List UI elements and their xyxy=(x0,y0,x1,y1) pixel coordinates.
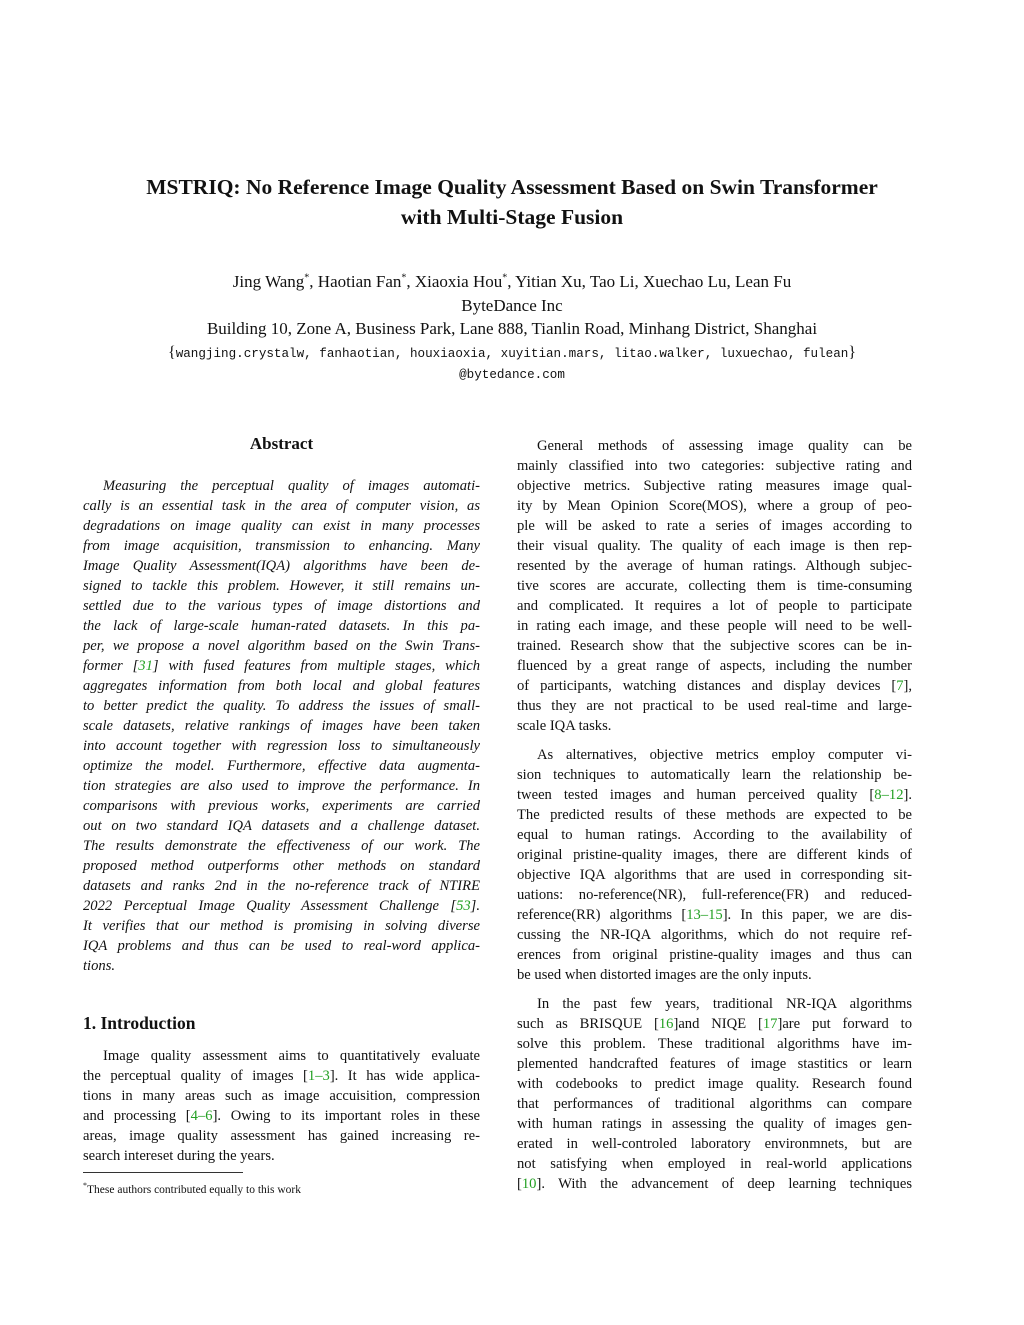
text-line xyxy=(517,1134,912,1154)
text-segment: thus they are not practical to be used real-time and large- xyxy=(517,698,912,714)
text-segment: of participants, watching distances and display devices [ xyxy=(517,678,897,694)
text-line xyxy=(517,696,912,716)
text-segment: solve this problem. These traditional algorithms have im- xyxy=(517,1036,912,1052)
text-line xyxy=(517,1034,912,1054)
text-segment: that performances of traditional algorithms can compare xyxy=(517,1096,912,1112)
footnote-rule xyxy=(83,1172,243,1173)
email-names: wangjing.crystalw, fanhaotian, houxiaoxia, xuyitian.mars, litao.walker, luxuechao, fulean xyxy=(175,347,849,361)
text-line xyxy=(83,776,480,796)
text-segment: tions. xyxy=(83,958,116,974)
paragraph xyxy=(517,994,912,1194)
text-segment: [ xyxy=(517,1176,522,1192)
text-line xyxy=(517,865,912,885)
text-line xyxy=(517,616,912,636)
text-segment: out on two standard IQA datasets and a challenge dataset. xyxy=(83,818,480,834)
citation-link[interactable]: 7 xyxy=(896,678,904,694)
text-segment: scale datasets, relative rankings of images have been taken xyxy=(83,718,480,734)
text-segment: ity by Mean Opinion Score(MOS), where a group of peo- xyxy=(517,498,912,514)
text-line xyxy=(517,436,912,456)
text-segment: ]. It has wide applica- xyxy=(329,1068,480,1084)
text-line xyxy=(83,576,480,596)
title-line-1: MSTRIQ: No Reference Image Quality Assessment Based on Swin Transformer xyxy=(146,175,878,199)
text-line xyxy=(517,656,912,676)
text-line xyxy=(83,856,480,876)
equal-contribution-mark: * xyxy=(304,272,310,284)
text-segment: equal to human ratings. According to the availability of xyxy=(517,827,912,843)
text-line xyxy=(83,836,480,856)
text-segment: not satisfying when employed in real-world applications xyxy=(517,1156,912,1172)
text-segment: cussing the NR-IQA algorithms, which do not require ref- xyxy=(517,927,912,943)
text-line xyxy=(83,936,480,956)
abstract-heading: Abstract xyxy=(249,434,314,453)
text-line xyxy=(517,496,912,516)
title-line-2: with Multi-Stage Fusion xyxy=(400,205,624,229)
text-line xyxy=(517,745,912,765)
footnote-text: These authors contributed equally to this work xyxy=(87,1183,301,1196)
text-segment: ]are put forward to xyxy=(777,1016,912,1032)
text-segment: objective IQA algorithms that are used in corresponding sit- xyxy=(517,867,912,883)
paper-title xyxy=(60,172,964,232)
text-line xyxy=(517,1154,912,1174)
text-line xyxy=(83,1126,480,1146)
text-segment: plemented handcrafted features of image stastitics or learn xyxy=(517,1056,912,1072)
text-segment: Measuring the perceptual quality of images automati- xyxy=(103,478,480,494)
text-line xyxy=(83,896,480,916)
paragraph-gap xyxy=(517,736,912,745)
abstract-body xyxy=(83,476,480,976)
author-separator: , xyxy=(309,272,318,291)
text-line xyxy=(83,1106,480,1126)
citation-link[interactable]: 4–6 xyxy=(190,1108,213,1124)
text-segment: tween tested images and human perceived quality [ xyxy=(517,787,875,803)
text-segment: the perceptual quality of images [ xyxy=(83,1068,308,1084)
text-line xyxy=(83,596,480,616)
citation-link[interactable]: 10 xyxy=(521,1176,537,1192)
text-segment: tions in many areas such as image accuisition, compression xyxy=(83,1088,480,1104)
email-brace-open: { xyxy=(168,344,176,361)
text-line xyxy=(517,994,912,1014)
text-segment: scale IQA tasks. xyxy=(517,718,612,734)
text-line xyxy=(83,516,480,536)
citation-link[interactable]: 53 xyxy=(456,898,471,914)
email-brace-close: } xyxy=(848,344,856,361)
author-name: Haotian Fan xyxy=(317,272,402,291)
text-line xyxy=(83,476,480,496)
text-segment: 2022 Perceptual Image Quality Assessment Challenge [ xyxy=(83,898,457,914)
citation-link[interactable]: 31 xyxy=(138,658,153,674)
text-segment: with human ratings in assessing the quality of images gen- xyxy=(517,1116,912,1132)
text-line xyxy=(517,885,912,905)
text-segment: settled due to the various types of image distortions and xyxy=(83,598,480,614)
author-name: Jing Wang xyxy=(232,272,305,291)
equal-contribution-mark: * xyxy=(401,272,407,284)
paragraph xyxy=(517,745,912,985)
text-line xyxy=(517,536,912,556)
citation-link[interactable]: 13–15 xyxy=(686,907,723,923)
text-line xyxy=(83,796,480,816)
text-line xyxy=(83,636,480,656)
text-line xyxy=(517,825,912,845)
text-segment: fluenced by a great range of aspects, including the number xyxy=(517,658,912,674)
text-segment: erated in well-controled laboratory environmnets, but are xyxy=(517,1136,912,1152)
text-line xyxy=(83,536,480,556)
text-segment: IQA problems and thus can be used to real-word applica- xyxy=(83,938,480,954)
text-line xyxy=(517,676,912,696)
text-segment: into account together with regression loss to simultaneously xyxy=(83,738,480,754)
text-segment: from image acquisition, transmission to enhancing. Many xyxy=(83,538,480,554)
text-segment: reference(RR) algorithms [ xyxy=(517,907,687,923)
text-line xyxy=(83,916,480,936)
text-line xyxy=(517,456,912,476)
author-list xyxy=(40,270,984,294)
text-line xyxy=(517,636,912,656)
email-domain: @bytedance.com xyxy=(459,368,565,382)
text-segment: datasets and ranks 2nd in the no-reference track of NTIRE xyxy=(83,878,480,894)
text-line xyxy=(517,765,912,785)
paragraph xyxy=(517,436,912,736)
text-segment: It verifies that our method is promising in solving diverse xyxy=(83,918,480,934)
text-segment: former [ xyxy=(83,658,139,674)
footnote-mark: * xyxy=(83,1181,87,1190)
footnote xyxy=(83,1178,301,1198)
text-line xyxy=(83,556,480,576)
text-line xyxy=(517,905,912,925)
text-line xyxy=(83,616,480,636)
text-line xyxy=(517,805,912,825)
text-line xyxy=(517,556,912,576)
text-segment: ], xyxy=(903,678,912,694)
text-line xyxy=(517,716,912,736)
introduction-heading: 1. Introduction xyxy=(83,1013,196,1033)
text-segment: be used when distorted images are the only inputs. xyxy=(517,967,812,983)
text-segment: such as BRISQUE [ xyxy=(517,1016,659,1032)
text-segment: tive scores are accurate, collecting them is time-consuming xyxy=(517,578,912,594)
text-segment: erences from original pristine-quality images and thus can xyxy=(517,947,912,963)
text-line xyxy=(83,956,480,976)
text-segment: uations: no-reference(NR), full-reference(FR) and reduced- xyxy=(517,887,912,903)
text-line xyxy=(517,925,912,945)
text-segment: ]and NIQE [ xyxy=(673,1016,763,1032)
citation-link[interactable]: 8–12 xyxy=(874,787,904,803)
author-separator: , xyxy=(507,272,516,291)
text-line xyxy=(83,656,480,676)
text-segment: Image Quality Assessment(IQA) algorithms have been de- xyxy=(83,558,480,574)
text-line xyxy=(517,596,912,616)
text-line xyxy=(83,676,480,696)
text-line xyxy=(83,1066,480,1086)
text-line xyxy=(83,1046,480,1066)
text-line xyxy=(517,1014,912,1034)
text-segment: and complicated. It requires a lot of people to participate xyxy=(517,598,912,614)
text-segment: In the past few years, traditional NR-IQA algorithms xyxy=(537,996,912,1012)
text-segment: and processing [ xyxy=(83,1108,191,1124)
text-line xyxy=(83,816,480,836)
text-segment: The predicted results of these methods are expected to be xyxy=(517,807,912,823)
text-segment: signed to tackle this problem. However, it still remains un- xyxy=(83,578,480,594)
text-segment: search intereset during the years. xyxy=(83,1148,275,1164)
paragraph-gap xyxy=(517,985,912,994)
text-segment: resented by the average of human ratings. Although subjec- xyxy=(517,558,912,574)
text-segment: ]. With the advancement of deep learning techniques xyxy=(536,1176,912,1192)
author-separator: , xyxy=(406,272,415,291)
affiliation: ByteDance Inc xyxy=(461,296,563,315)
text-line xyxy=(83,496,480,516)
text-segment: the lack of large-scale human-rated datasets. In this pa- xyxy=(83,618,480,634)
text-segment: ]. xyxy=(903,787,912,803)
text-segment: sion techniques to automatically learn the relationship be- xyxy=(517,767,912,783)
text-line xyxy=(517,1174,912,1194)
text-segment: with codebooks to predict image quality. Research found xyxy=(517,1076,912,1092)
text-line xyxy=(83,696,480,716)
text-segment: comparisons with previous works, experiments are carried xyxy=(83,798,480,814)
text-segment: per, we propose a novel algorithm based on the Swin Trans- xyxy=(83,638,480,654)
text-line xyxy=(83,756,480,776)
introduction-body xyxy=(83,1046,480,1166)
author-block xyxy=(40,270,984,386)
text-segment: Image quality assessment aims to quantitatively evaluate xyxy=(103,1048,480,1064)
address: Building 10, Zone A, Business Park, Lane 888, Tianlin Road, Minhang District, Shanghai xyxy=(206,319,818,338)
text-line xyxy=(517,845,912,865)
email-list xyxy=(40,342,984,365)
text-segment: areas, image quality assessment has gained increasing re- xyxy=(83,1128,480,1144)
text-line xyxy=(83,1086,480,1106)
text-line xyxy=(517,476,912,496)
text-segment: optimize the model. Furthermore, effective data augmenta- xyxy=(83,758,480,774)
text-line xyxy=(83,876,480,896)
text-segment: proposed method outperforms other methods on standard xyxy=(83,858,480,874)
text-segment: ]. Owing to its important roles in these xyxy=(212,1108,480,1124)
text-segment: As alternatives, objective metrics employ computer vi- xyxy=(537,747,912,763)
citation-link[interactable]: 1–3 xyxy=(307,1068,330,1084)
text-line xyxy=(517,576,912,596)
text-line xyxy=(83,736,480,756)
text-segment: General methods of assessing image quality can be xyxy=(537,438,912,454)
text-segment: original pristine-quality images, there are different kinds of xyxy=(517,847,912,863)
text-segment: ple will be asked to rate a series of images according to xyxy=(517,518,912,534)
text-line xyxy=(517,1114,912,1134)
author-name: Yitian Xu, Tao Li, Xuechao Lu, Lean Fu xyxy=(515,272,792,291)
text-segment: in rating each image, and these people will need to be well- xyxy=(517,618,912,634)
text-segment: ]. In this paper, we are dis- xyxy=(722,907,913,923)
text-line xyxy=(517,1054,912,1074)
text-line xyxy=(83,1146,480,1166)
text-segment: trained. Research show that the subjective scores can be in- xyxy=(517,638,912,654)
text-segment: ]. xyxy=(470,898,480,914)
text-line xyxy=(517,965,912,985)
equal-contribution-mark: * xyxy=(502,272,508,284)
text-segment: degradations on image quality can exist in many processes xyxy=(83,518,480,534)
text-segment: tion strategies are also used to improve the performance. In xyxy=(83,778,480,794)
text-segment: objective metrics. Subjective rating measures image qual- xyxy=(517,478,912,494)
author-name: Xiaoxia Hou xyxy=(414,272,503,291)
text-line xyxy=(517,516,912,536)
right-column-body xyxy=(517,436,912,1194)
text-segment: their visual quality. The quality of each image is then rep- xyxy=(517,538,912,554)
citation-link[interactable]: 16 xyxy=(658,1016,674,1032)
text-segment: aggregates information from both local and global features xyxy=(83,678,480,694)
text-line xyxy=(517,945,912,965)
text-line xyxy=(517,785,912,805)
text-segment: The results demonstrate the effectiveness of our work. The xyxy=(83,838,480,854)
text-segment: ] with fused features from multiple stages, which xyxy=(152,658,480,674)
text-line xyxy=(517,1074,912,1094)
text-line xyxy=(517,1094,912,1114)
text-segment: cally is an essential task in the area of computer vision, as xyxy=(83,498,480,514)
text-line xyxy=(83,716,480,736)
citation-link[interactable]: 17 xyxy=(762,1016,778,1032)
text-segment: to better predict the quality. To address the issues of small- xyxy=(83,698,480,714)
text-segment: mainly classified into two categories: subjective rating and xyxy=(517,458,912,474)
